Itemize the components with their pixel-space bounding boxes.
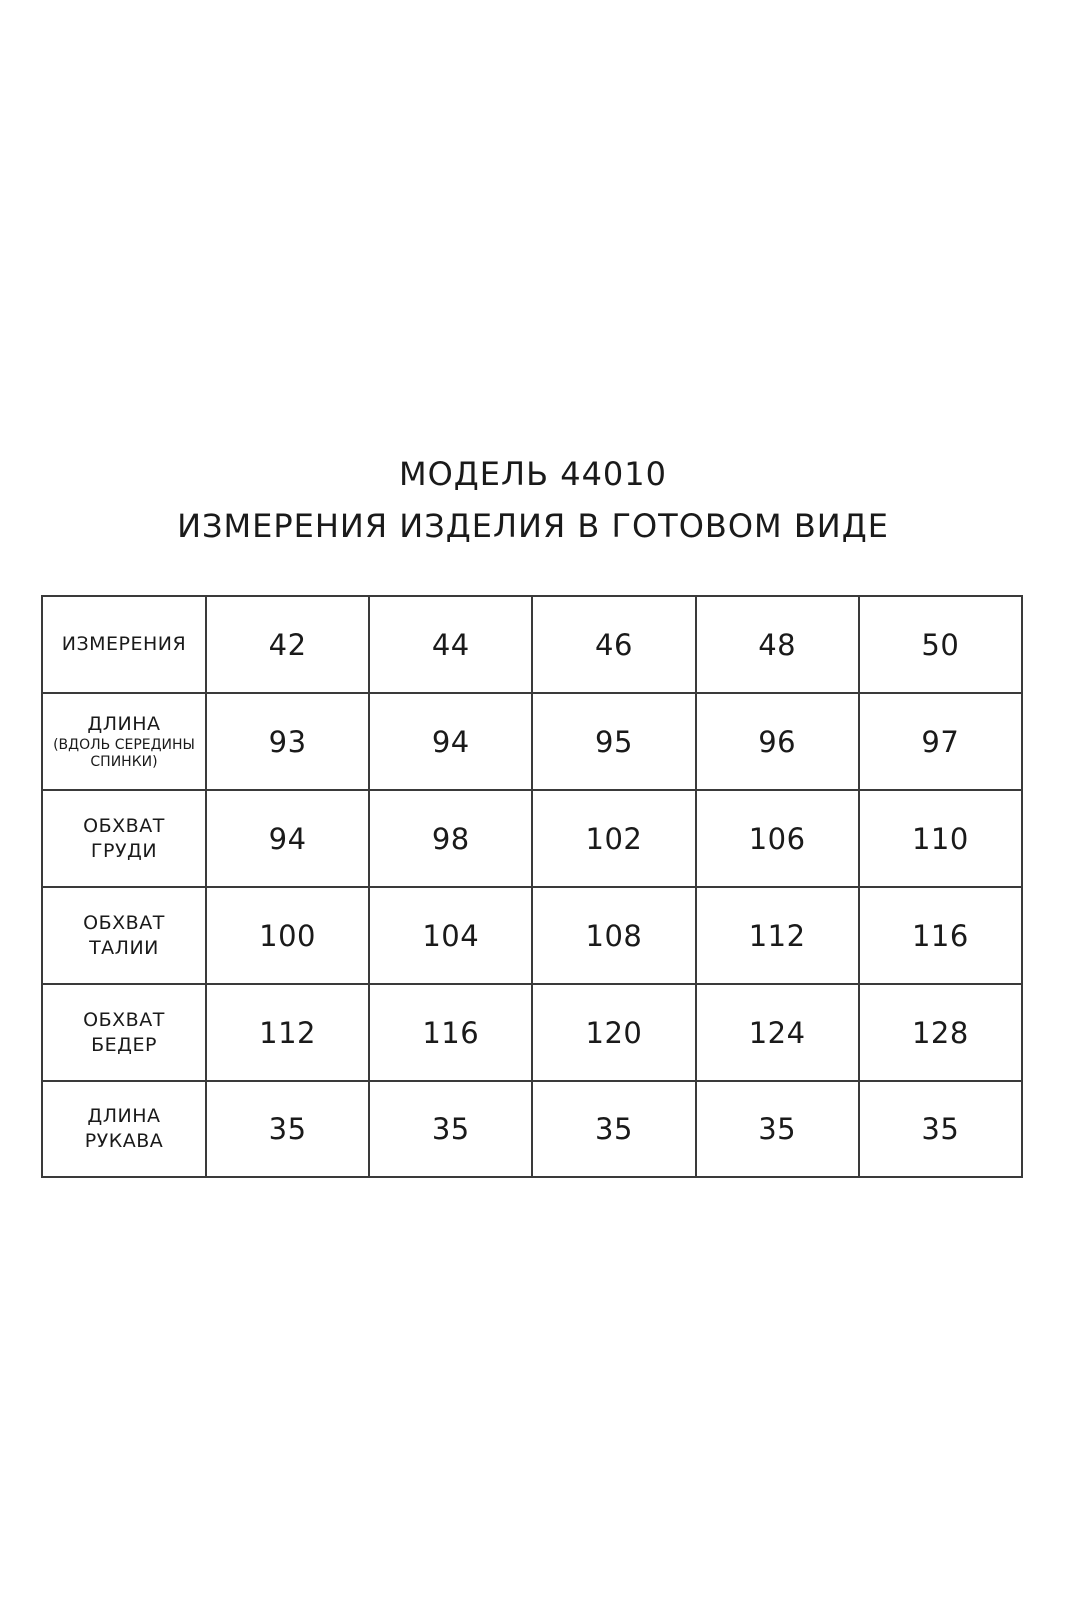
row-label: ДЛИНА (87, 1105, 161, 1127)
measurement-value: 128 (859, 984, 1022, 1081)
row-label: ТАЛИИ (89, 936, 159, 959)
size-header-cell: 50 (859, 596, 1022, 693)
measurement-value: 102 (532, 790, 695, 887)
row-label-cell (42, 790, 206, 887)
measurement-value: 35 (859, 1081, 1022, 1177)
title-block (0, 448, 1066, 552)
measurement-value: 35 (696, 1081, 859, 1177)
size-header-cell: 44 (369, 596, 532, 693)
measurement-value: 95 (532, 693, 695, 790)
measurement-value: 110 (859, 790, 1022, 887)
measurement-value: 124 (696, 984, 859, 1081)
measurement-value: 104 (369, 887, 532, 984)
row-label: ГРУДИ (90, 839, 158, 862)
table-row-waist (42, 887, 1022, 984)
row-label: ДЛИНА (87, 713, 161, 735)
table-row-chest (42, 790, 1022, 887)
header-label-cell (42, 596, 206, 693)
measurement-value: 112 (696, 887, 859, 984)
row-label: ОБХВАТ (83, 911, 165, 934)
measurement-value: 94 (206, 790, 369, 887)
measurement-value: 98 (369, 790, 532, 887)
measurement-value: 106 (696, 790, 859, 887)
row-label-note: (ВДОЛЬ СЕРЕДИНЫ СПИНКИ) (53, 737, 195, 770)
measurement-value: 116 (859, 887, 1022, 984)
row-label: БЕДЕР (91, 1033, 157, 1056)
row-label: РУКАВА (84, 1130, 164, 1152)
size-header-cell: 48 (696, 596, 859, 693)
measurement-value: 120 (532, 984, 695, 1081)
measurement-value: 97 (859, 693, 1022, 790)
measurement-value: 96 (696, 693, 859, 790)
measurement-value: 93 (206, 693, 369, 790)
size-chart-table (41, 595, 1023, 1178)
row-label-cell (42, 693, 206, 790)
measurement-value: 94 (369, 693, 532, 790)
measurement-value: 35 (532, 1081, 695, 1177)
table-header-row (42, 596, 1022, 693)
header-label: ИЗМЕРЕНИЯ (61, 633, 187, 655)
size-header-cell: 42 (206, 596, 369, 693)
row-label-cell (42, 1081, 206, 1177)
row-label: ОБХВАТ (83, 814, 165, 837)
measurement-value: 108 (532, 887, 695, 984)
model-title: МОДЕЛЬ 44010 (399, 455, 667, 493)
measurement-value: 35 (206, 1081, 369, 1177)
size-header-cell: 46 (532, 596, 695, 693)
measurements-subtitle: ИЗМЕРЕНИЯ ИЗДЕЛИЯ В ГОТОВОМ ВИДЕ (177, 507, 889, 545)
measurement-value: 100 (206, 887, 369, 984)
table-row-length (42, 693, 1022, 790)
measurement-value: 112 (206, 984, 369, 1081)
measurement-value: 35 (369, 1081, 532, 1177)
row-label-cell (42, 887, 206, 984)
row-label-cell (42, 984, 206, 1081)
table-row-hips (42, 984, 1022, 1081)
measurement-value: 116 (369, 984, 532, 1081)
table-row-sleeve (42, 1081, 1022, 1177)
row-label: ОБХВАТ (83, 1008, 165, 1031)
